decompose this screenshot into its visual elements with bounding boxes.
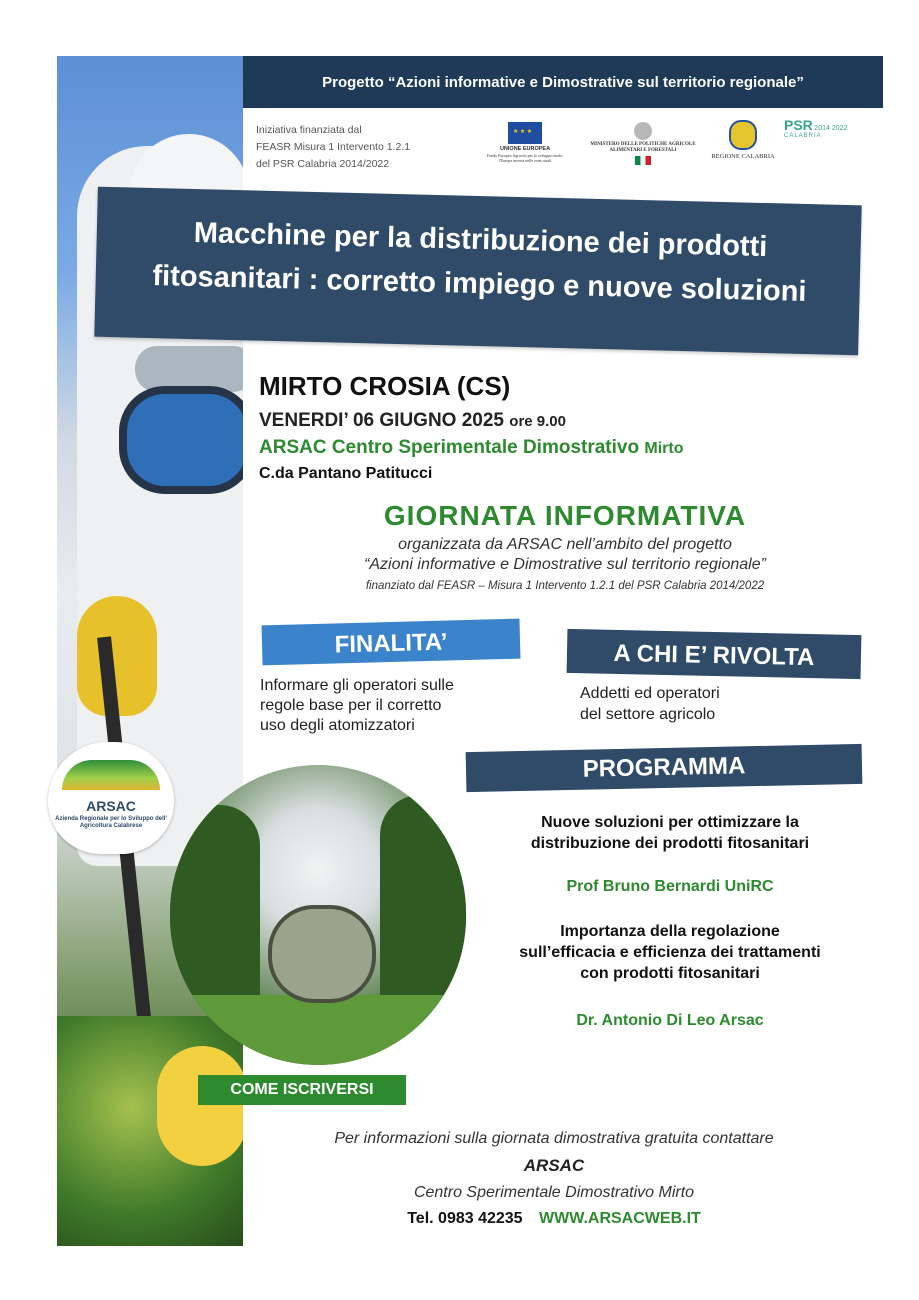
title-line: fitosanitari : corretto impiego e nuove soluzioni	[152, 260, 807, 308]
finalita-label: FINALITA’	[262, 619, 521, 666]
italy-flag-icon	[635, 156, 651, 165]
page-title	[119, 209, 841, 315]
contact-info-line: Per informazioni sulla giornata dimostrativa gratuita contattare	[334, 1130, 774, 1147]
grass-shape	[170, 995, 466, 1065]
event-date: VENERDI’ 06 GIUGNO 2025 ore 9.00	[259, 410, 566, 431]
project-bar: Progetto “Azioni informative e Dimostrative sul territorio regionale”	[243, 56, 883, 108]
project-line: “Azioni informative e Dimostrative sul territorio regionale”	[364, 556, 766, 573]
region-logo: REGIONE CALABRIA	[708, 118, 778, 160]
eu-flag-icon	[508, 122, 542, 144]
financing-line: finanziato dal FEASR – Misura 1 Intervento 1.2.1 del PSR Calabria 2014/2022	[365, 580, 765, 592]
arsac-hills-icon	[62, 760, 160, 790]
program-topic-1: Nuove soluzioni per ottimizzare la distribuzione dei prodotti fitosanitari	[530, 814, 810, 852]
phone-number: Tel. 0983 42235	[407, 1210, 523, 1227]
organizer-line: organizzata da ARSAC nell’ambito del progetto	[398, 536, 732, 553]
audience-label: A CHI E’ RIVOLTA	[567, 629, 862, 679]
audience-text: Addetti ed operatori del settore agricolo	[580, 685, 720, 723]
respirator-mask-shape	[119, 386, 243, 494]
funding-line: Iniziativa finanziata dal	[256, 124, 362, 136]
program-topic-2: Importanza della regolazione sull’efficacia e efficienza dei trattamenti con prodotti fitosanitari	[519, 923, 821, 982]
finalita-text: Informare gli operatori sulle regole base per il corretto uso degli atomizzatori	[260, 677, 454, 734]
eu-logo: ★ ★ ★ UNIONE EUROPEA Fondo Europeo Agricolo per lo sviluppo rurale: l'Europa investe nelle zone rurali	[480, 118, 570, 163]
contact-org: ARSAC	[523, 1156, 585, 1175]
event-time: ore 9.00	[509, 413, 566, 430]
contact-details	[244, 1210, 864, 1228]
atomizer-sprayer-shape	[268, 905, 376, 1003]
arsac-logo: ARSAC Azienda Regionale per lo Sviluppo dell' Agricoltura Calabrese	[48, 742, 174, 854]
funding-line: FEASR Misura 1 Intervento 1.2.1	[256, 141, 411, 153]
region-crest-icon	[729, 120, 757, 150]
website-link[interactable]: WWW.ARSACWEB.IT	[539, 1210, 701, 1227]
ministry-logo: MINISTERO DELLE POLITICHE AGRICOLE ALIMENTARI E FORESTALI	[588, 118, 698, 165]
event-place: MIRTO CROSIA (CS)	[259, 371, 511, 401]
come-iscriversi-label: COME ISCRIVERSI	[198, 1075, 406, 1105]
event-venue: ARSAC Centro Sperimentale Dimostrativo Mirto	[259, 437, 684, 458]
funding-line: del PSR Calabria 2014/2022	[256, 158, 390, 170]
italy-emblem-icon	[634, 122, 652, 140]
sponsor-logos	[480, 118, 880, 178]
funding-note	[256, 122, 456, 173]
program-speaker-1: Prof Bruno Bernardi UniRC	[566, 878, 774, 895]
program-speaker-2: Dr. Antonio Di Leo Arsac	[576, 1012, 764, 1029]
event-address: C.da Pantano Patitucci	[259, 465, 433, 482]
psr-logo: PSR 2014 2022 CALABRIA	[784, 117, 848, 139]
giornata-heading: GIORNATA INFORMATIVA	[383, 500, 747, 531]
title-line: Macchine per la distribuzione dei prodotti	[193, 217, 768, 264]
contact-center: Centro Sperimentale Dimostrativo Mirto	[413, 1184, 695, 1201]
orchard-sprayer-photo	[170, 765, 466, 1065]
programma-label: PROGRAMMA	[466, 744, 863, 792]
